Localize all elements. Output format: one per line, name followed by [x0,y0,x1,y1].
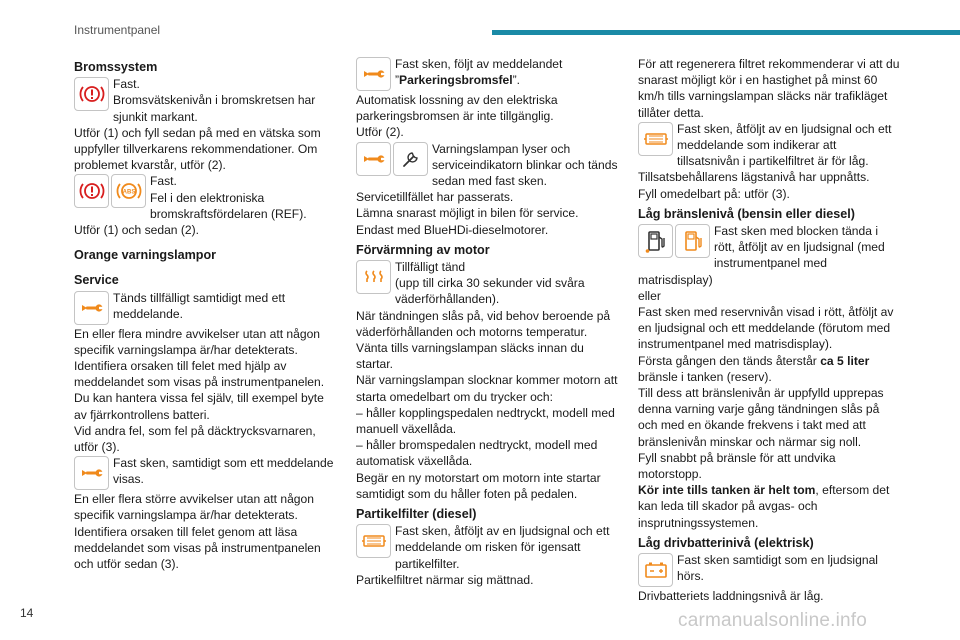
text: Vid andra fel, som fel på däcktrycksvarnaren, utför (3). [74,423,316,455]
block-ref [74,173,336,222]
particulate-filter-icon [638,122,673,156]
header-accent-bar [492,30,960,35]
block-service-major [74,455,336,491]
text: Utför (1) och sedan (2). [74,223,200,238]
block-service-indicator [356,141,624,190]
text: Fast sken, åtföljt av en ljudsignal och ett meddelande som indikerar att tillsatsnivån i partikelfiltret är för låg. [677,121,892,169]
text: Du kan hantera vissa fel själv, till exempel byte av fjärrkontrollens batteri. [74,391,324,422]
column-3 [638,56,900,604]
text: Begär en ny motorstart om motorn inte startar samtidigt som du håller foten på pedalen. [356,470,601,501]
column-1 [74,56,336,572]
watermark: carmanualsonline.info [678,610,868,631]
block-preheat [356,259,624,308]
text: Fast sken med reservnivån visad i rött, åtföljt av en ljudsignal och ett meddelande (förutom med instrumentpanel med matrisdisplay). [638,305,894,352]
block-additive [638,121,900,170]
block-parking-brake [356,56,624,92]
text: eller [638,288,661,303]
text: Vänta tills varningslampan släcks innan du startar. [356,341,584,372]
glow-plug-icon [356,260,391,294]
text: Kör inte tills tanken är helt tom, eftersom det kan leda till skador på avgas- och insprutningssystemen. [638,483,890,530]
heading-drivbatteri: Låg drivbatterinivå (elektrisk) [638,535,814,550]
text: – håller kopplingspedalen nedtryckt, modell med manuell växellåda. [356,405,615,437]
text: Servicetillfället har passerats. [356,190,514,205]
block-battery [638,552,900,588]
text: Utför (2). [356,125,404,140]
heading-orange-lamps: Orange varningslampor [74,248,217,263]
abs-warning-icon [111,174,146,208]
text: Fyll omedelbart på: utför (3). [638,186,790,201]
text: Tillsatsbehållarens lägstanivå har uppnåtts. [638,170,870,185]
text: En eller flera mindre avvikelser utan att någon specifik varningslampa är/har detekterats. [74,326,321,357]
text: Till dess att bränslenivån är uppfylld upprepas denna varning varje gång tändningen slås på och med en ökande frekvens i takt med att bränslenivån minskar och närmar sig noll. [638,386,884,449]
text: Partikelfiltret närmar sig mättnad. [356,572,534,587]
heading-bromssystem: Bromssystem [74,60,158,74]
block-service-minor [74,290,336,326]
text: Fast sken, åtföljt av en ljudsignal och ett meddelande om risken för igensatt partikelfilter. [395,524,610,571]
wrench-icon [74,456,109,490]
block-brake-fluid [74,76,336,125]
svg-text:ABS: ABS [122,189,135,196]
text: Fel i den elektroniska bromskraftsfördelaren (REF). [150,190,307,221]
text: Varningslampan lyser och serviceindikatorn blinkar och tänds sedan med fast sken. [432,141,618,189]
heading-partikelfilter: Partikelfilter (diesel) [356,507,477,522]
text: (upp till cirka 30 sekunder vid svåra väderförhållanden). [395,276,585,307]
fuel-level-icon [675,224,710,258]
text: Fast. [113,77,140,92]
text: Identifiera orsaken till felet genom att läsa meddelandet som visas på instrumentpanelen och utför sedan (3). [74,524,321,572]
text: För att regenerera filtret rekommenderar vi att du snarast möjligt kör i en hastighet på minst 60 km/h tills varningslampan släcks när trafikläget tillåter detta. [638,57,900,120]
page-number: 14 [20,606,34,620]
column-2 [356,56,624,588]
text: Bromsvätskenivån i bromskretsen har sjunkit markant. [113,93,316,124]
text: När varningslampan slocknar kommer motorn att starta omedelbart om du trycker och: [356,373,618,404]
block-fuel [638,223,900,288]
text: En eller flera större avvikelser utan att någon specifik varningslampa är/har detekterats. [74,492,314,523]
text: Fast sken, följt av meddelandet ”Parkeringsbromsfel”. [395,57,563,88]
text: Lämna snarast möjligt in bilen för service. [356,206,579,221]
traction-battery-icon [638,553,673,587]
wrench-icon [356,142,391,176]
text: Tänds tillfälligt samtidigt med ett meddelande. [113,290,286,321]
particulate-filter-icon [356,524,391,558]
block-particle-filter [356,523,624,572]
wrench-icon [356,57,391,91]
heading-bransle: Låg bränslenivå (bensin eller diesel) [638,206,855,221]
text: Första gången den tänds återstår ca 5 liter bränsle i tanken (reserv). [638,353,870,384]
text: Fyll snabbt på bränsle för att undvika motorstopp. [638,450,836,482]
heading-service: Service [74,273,119,288]
text: – håller bromspedalen nedtryckt, modell med automatisk växellåda. [356,438,598,469]
spanner-service-icon [393,142,428,176]
fuel-pump-icon [638,224,673,258]
text: Tillfälligt tänd [395,260,466,275]
text: Fast sken samtidigt som en ljudsignal hörs. [677,553,878,584]
text: Utför (1) och fyll sedan på med en vätska som uppfyller tillverkarens rekommendationer. Om problemet kvarstår, utför (2). [74,125,321,173]
heading-forvarmning: Förvärmning av motor [356,242,490,257]
text: Automatisk lossning av den elektriska parkeringsbromsen är inte tillgänglig. [356,93,558,124]
brake-warning-icon [74,174,109,208]
text: När tändningen slås på, vid behov beroende på väderförhållanden och motorns temperatur. [356,308,611,339]
text: Fast. [150,174,177,189]
wrench-icon [74,291,109,325]
text: Identifiera orsaken till felet med hjälp av meddelandet som visas på instrumentpanelen. [74,359,325,390]
section-title: Instrumentpanel [74,23,161,37]
text: Drivbatteriets laddningsnivå är låg. [638,589,824,604]
text: Fast sken, samtidigt som ett meddelande visas. [113,456,334,487]
brake-warning-icon [74,77,109,111]
text: Endast med BlueHDi-dieselmotorer. [356,222,549,237]
text: Fast sken med blocken tända i rött, åtföljt av en ljudsignal (med instrumentpanel med matrisdisplay) [638,224,885,287]
